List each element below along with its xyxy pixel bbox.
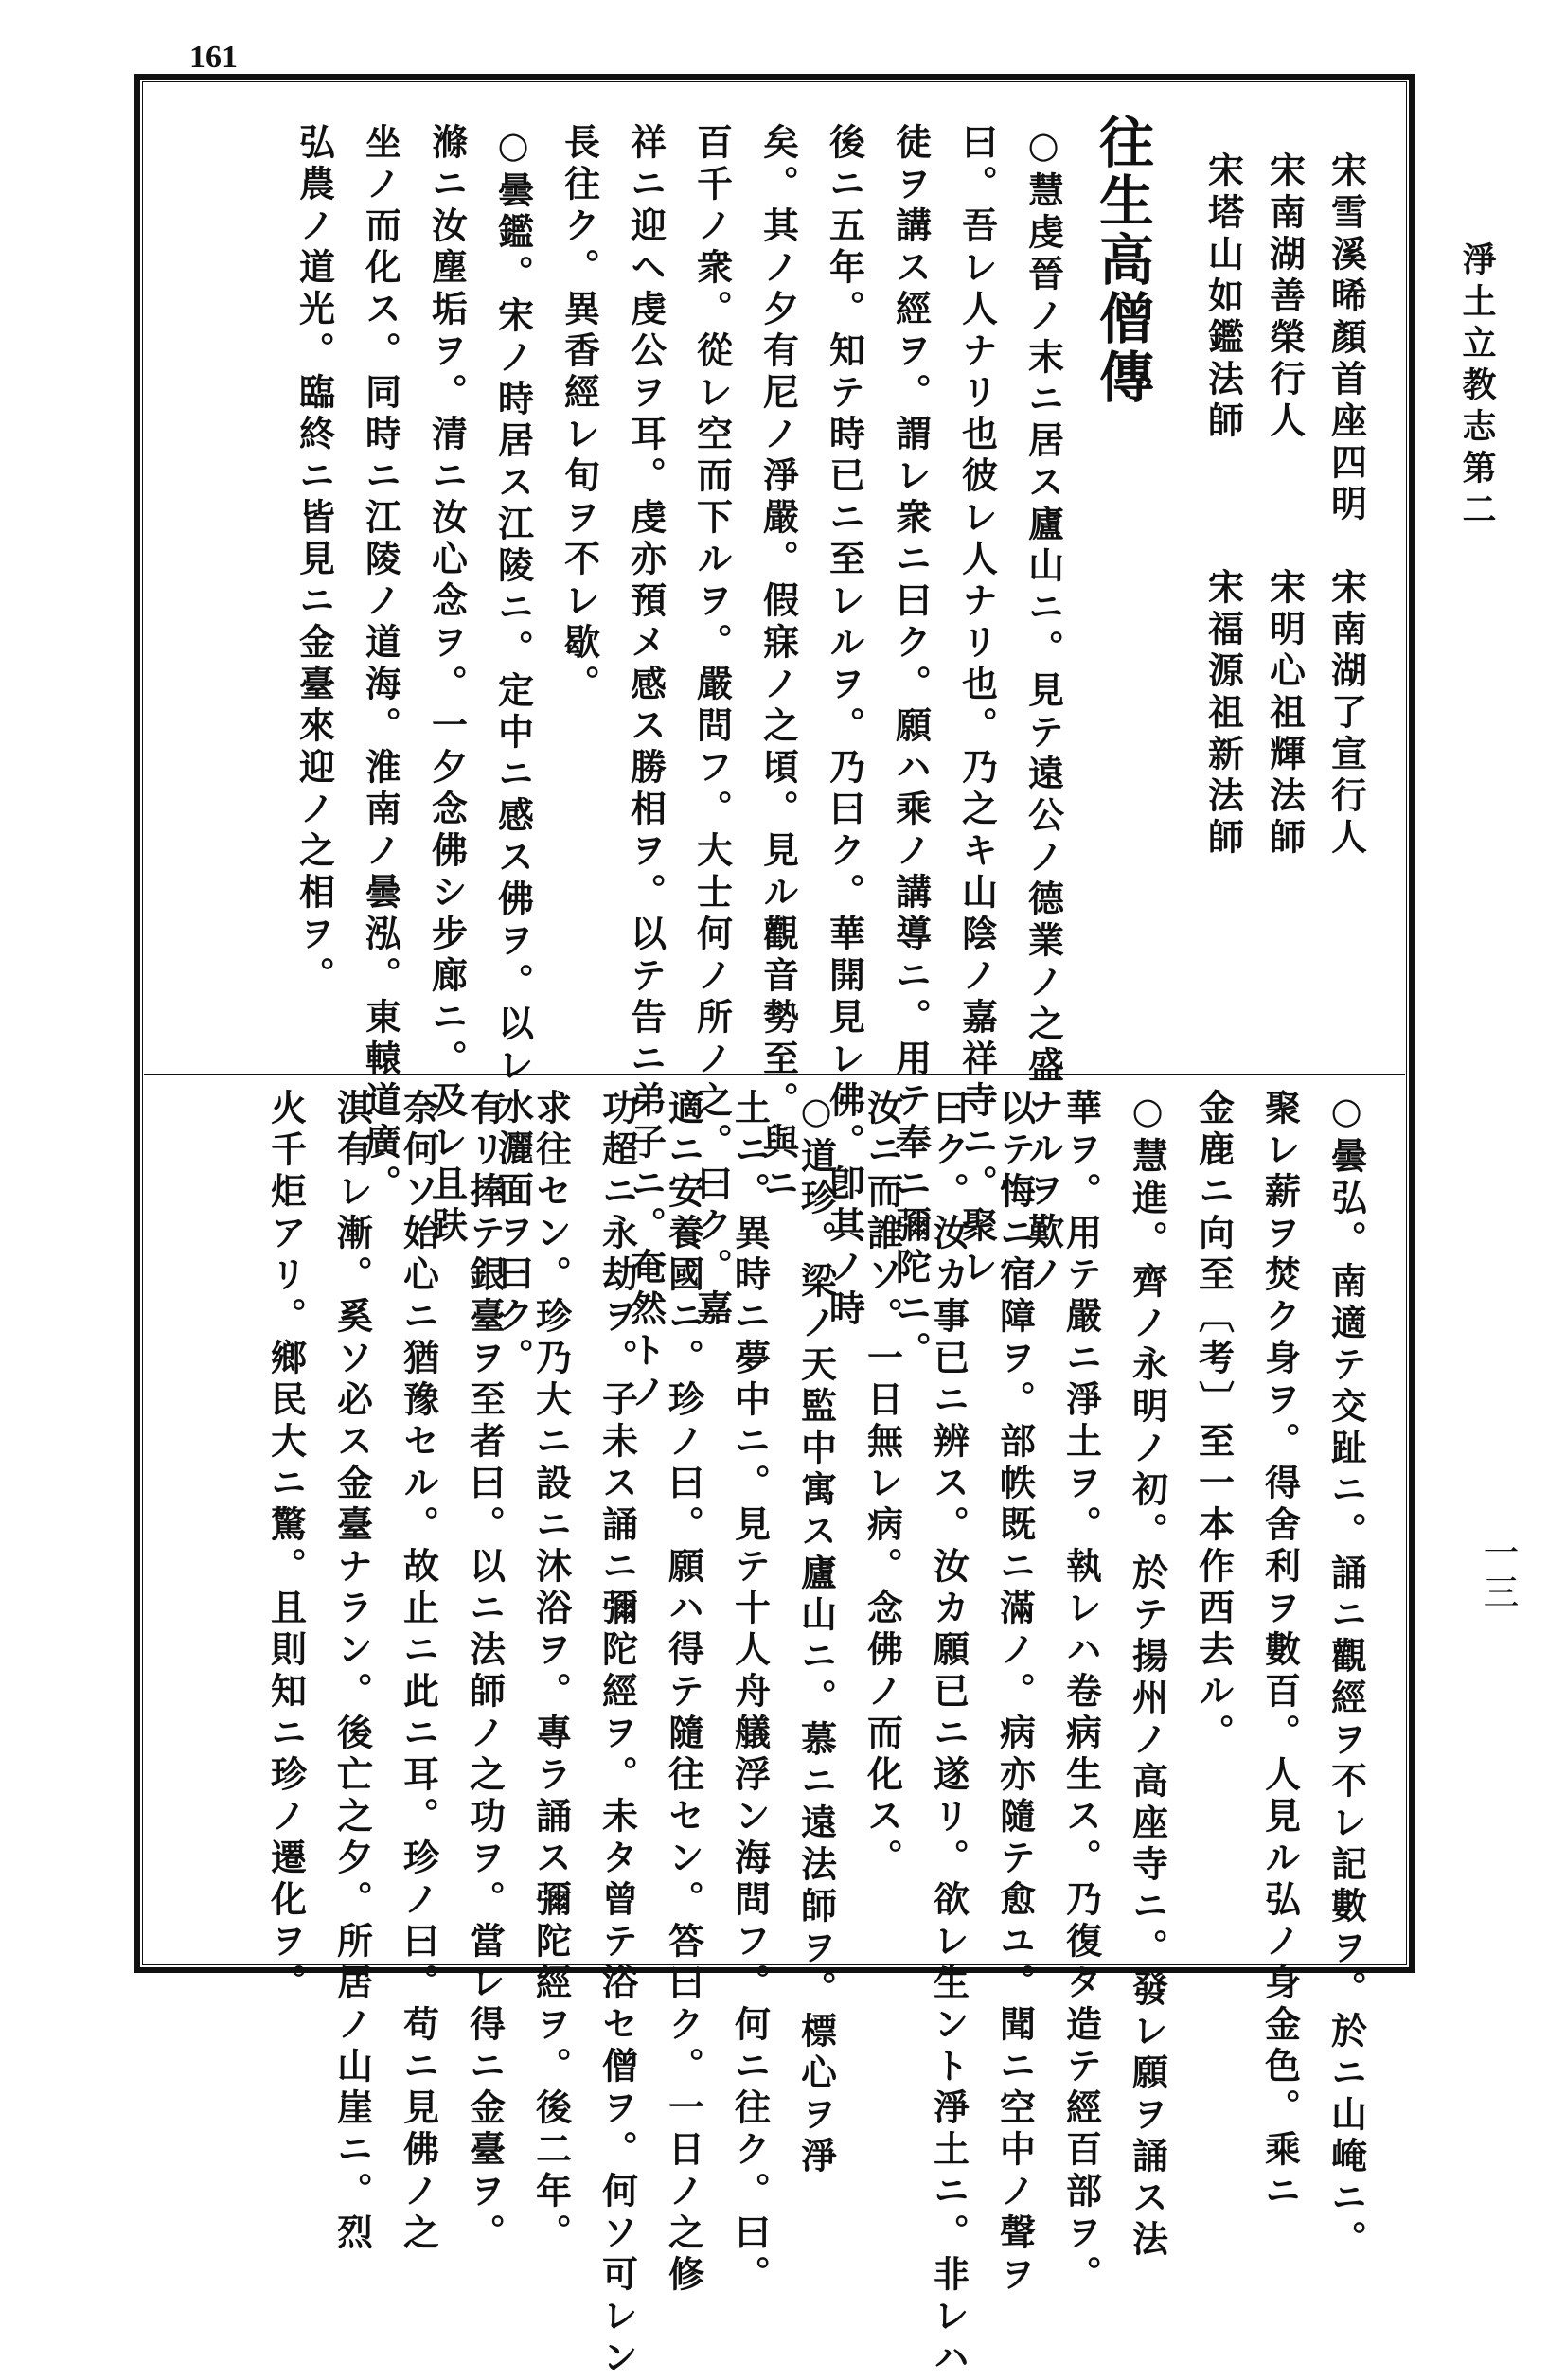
monk-list-item: 宋塔山如鑑法師 — [1201, 151, 1245, 443]
monk-list-item: 宋明心祖輝法師 — [1263, 568, 1307, 860]
text-line: 徒ヲ講ス經ヲ。謂レ衆ニ曰ク。願ハ乘ノ講導ニ。用テ奉ニ彌陀ニ。 — [889, 123, 933, 1373]
text-line: 淇有レ漸。奚ソ必ス金臺ナラン。後亡之夕。所居ノ山崖ニ。烈 — [330, 1089, 374, 2255]
page-number: 161 — [189, 40, 238, 75]
text-line: 滌ニ汝塵垢ヲ。清ニ汝心念ヲ。一夕念佛シ步廊ニ。及レ且趺 — [425, 123, 469, 1248]
text-line: 百千ノ衆。從レ空而下ルヲ。嚴問フ。大士何ノ所ノ之。曰ク。嘉 — [690, 123, 734, 1331]
text-line: 弘農ノ道光。臨終ニ皆見ニ金臺來迎ノ之相ヲ。 — [293, 123, 336, 998]
text-line: 土ニ。異時ニ夢中ニ。見テ十人舟艤浮ン海問フ。何ニ往ク。曰。 — [728, 1089, 772, 2297]
text-line: 曰ク。汝カ事已ニ辨ス。汝カ願已ニ遂リ。欲レ生ント淨土ニ。非レハ — [927, 1089, 970, 2380]
text-line: 火千炬アリ。鄉民大ニ驚。且則知ニ珍ノ遷化ヲ。 — [264, 1089, 308, 2005]
text-line: 奈何ソ始心ニ猶豫セル。故止ニ此ニ耳。珍ノ曰。苟ニ見佛ノ之 — [397, 1089, 440, 2255]
text-line: 求往セン。珍乃大ニ設ニ沐浴ヲ。專ラ誦ス彌陀經ヲ。後二年。 — [529, 1089, 573, 2255]
text-line: 汝ニ而誰ソ。一日無レ病。念佛ノ而化ス。 — [861, 1089, 904, 1880]
text-line: 矣。其ノ夕有尼ノ淨嚴。假寐ノ之頃。見ル觀音勢至。與ニ — [756, 123, 800, 1206]
text-line: ○慧虔晉ノ末ニ居ス廬山ニ。見テ遠公ノ德業ノ之盛ナルヲ歎ノ — [1022, 123, 1065, 1296]
text-line: 有リ捧テ銀臺ヲ至者曰。以ニ法師ノ之功ヲ。當レ得ニ金臺ヲ。 — [463, 1089, 507, 2255]
monk-list-item: 宋福源祖新法師 — [1201, 568, 1245, 860]
text-line: 坐ノ而化ス。同時ニ江陵ノ道海。淮南ノ曇泓。東轅道廣。 — [359, 123, 402, 1206]
text-line: ○慧進。齊ノ永明ノ初。於テ揚州ノ高座寺ニ。發レ願ヲ誦ス法 — [1126, 1089, 1169, 2262]
leaf-number: 一三 — [1477, 1534, 1519, 1613]
monk-list-item: 宋南湖了宣行人 — [1325, 568, 1368, 860]
monk-list-item: 宋南湖善榮行人 — [1263, 151, 1307, 443]
text-line: 金鹿ニ向至〔考〕至一本作西去ル。 — [1192, 1089, 1236, 1755]
section-title: 往生高僧傳 — [1089, 114, 1154, 407]
text-line: 後ニ五年。知テ時已ニ至レルヲ。乃曰ク。華開見レ佛。卽其ノ時 — [823, 123, 866, 1331]
text-line: ○曇弘。南適テ交趾ニ。誦ニ觀經ヲ不レ記數ヲ。於ニ山崦ニ。 — [1325, 1089, 1368, 2262]
text-line: 華ヲ。用テ嚴ニ淨土ヲ。執レハ卷病生ス。乃復タ造テ經百部ヲ。 — [1059, 1089, 1103, 2297]
text-line: 功超ニ永劫ヲ。子未ス誦ニ彌陀經ヲ。未タ曾テ浴セ僧ヲ。何ソ可レン — [596, 1089, 639, 2380]
book-title-margin: 淨土立教志第二 — [1457, 241, 1497, 533]
text-line: 適ニ安養國ニ。珍ノ曰。願ハ得テ隨往セン。答曰ク。一日ノ之修 — [662, 1089, 705, 2297]
text-line: 長往ク。異香經レ旬ヲ不レ歇。 — [558, 123, 601, 706]
text-line: 聚レ薪ヲ焚ク身ヲ。得舍利ヲ數百。人見ル弘ノ身金色。乘ニ — [1258, 1089, 1302, 2213]
text-line: ○曇鑑。宋ノ時居ス江陵ニ。定中ニ感ス佛ヲ。以レ水灑面ヲ曰ク。 — [491, 123, 535, 1379]
monk-list-item: 宋雪溪晞顏首座四明 — [1325, 151, 1368, 526]
text-line: 祥ニ迎ヘ虔公ヲ耳。虔亦預メ感ス勝相ヲ。以テ告ニ弟子ニ。奄然トノ — [624, 123, 667, 1414]
text-line: 以テ悔ニ宿障ヲ。部帙既ニ滿ノ。病亦隨テ愈ユ。聞ニ空中ノ聲ヲ — [993, 1089, 1037, 2297]
text-line: 曰。吾レ人ナリ也彼レ人ナリ也。乃之キ山陰ノ嘉祥寺ニ。聚レ — [955, 123, 999, 1289]
text-line: ○道珍。梁ノ天監中寓ス廬山ニ。慕ニ遠法師ヲ。標心ヲ淨 — [794, 1089, 838, 2178]
